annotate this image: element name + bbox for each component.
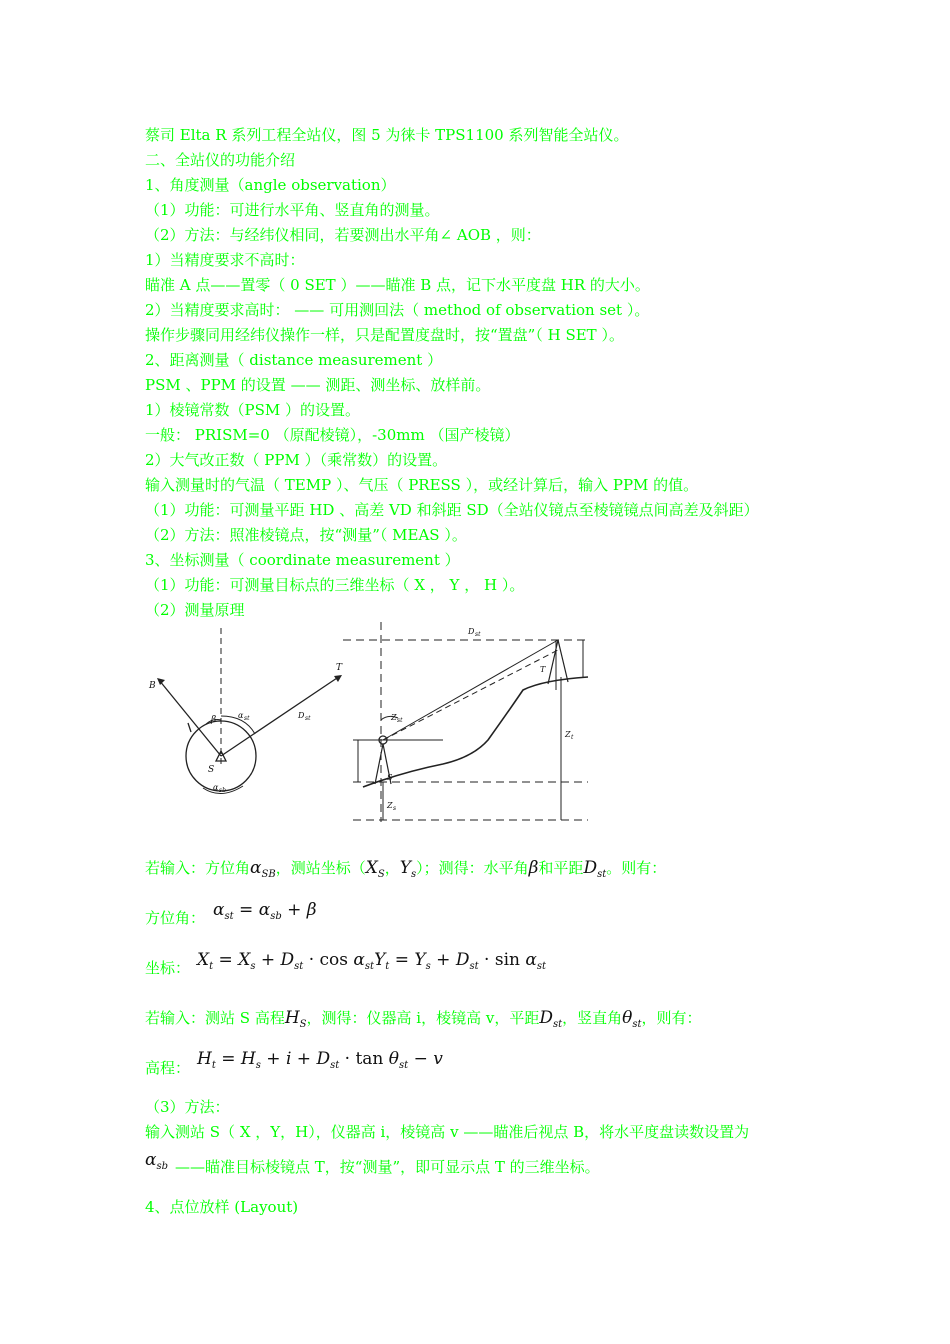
elev-text-4: ，则有： — [641, 1009, 702, 1027]
elevation-formula: $H_t = H_s + i + D_{st} \cdot \tan \theta_{st} - v$ — [197, 1049, 443, 1071]
text-line-20: （2）测量原理 — [145, 601, 245, 619]
svg-text:st: st — [397, 717, 403, 724]
section-heading-2: 二、全站仪的功能介绍 — [145, 151, 296, 169]
dst-symbol: $D_{st}$ — [583, 858, 607, 880]
elevation-diagram — [343, 622, 598, 827]
svg-text:st: st — [244, 715, 250, 722]
inputs-text-3: ， — [384, 859, 400, 877]
inputs-text-4: ）；测得：水平角 — [416, 859, 529, 877]
svg-text:S: S — [208, 765, 215, 775]
ys-symbol: $Y_s$ — [399, 858, 417, 880]
svg-text:α: α — [238, 711, 244, 720]
xs-symbol: $X_S$ — [365, 858, 385, 880]
azimuth-label: 方位角： — [145, 909, 206, 927]
hs-symbol: $H_S$ — [284, 1008, 307, 1030]
text-line-14: 2）大气改正数（ PPM ）（乘常数）的设置。 — [145, 451, 448, 469]
svg-text:T: T — [540, 665, 546, 674]
inputs-line — [145, 858, 666, 885]
azimuth-formula: $\alpha_{st} = \alpha_{sb} + \beta$ — [213, 900, 317, 922]
elev-text-3: ，竖直角 — [562, 1009, 623, 1027]
text-line-13: 一般： PRISM=0 （原配棱镜），-30mm （国产棱镜） — [145, 426, 520, 444]
subsection-coordinate: 3、坐标测量（ coordinate measurement ） — [145, 551, 460, 569]
elev-text-1: 若输入：测站 S 高程 — [145, 1009, 285, 1027]
svg-text:s: s — [393, 805, 397, 812]
svg-text:sb: sb — [219, 787, 226, 794]
svg-text:D: D — [298, 711, 305, 720]
text-line-9: 操作步骤同用经纬仪操作一样，只是配置度盘时，按“置盘”（ H SET ）。 — [145, 326, 624, 344]
coord-formula: $X_t = X_s + D_{st} \cdot \cos \alpha_{st}Y_t = Y_s + D_{st} \cdot \sin \alpha_{st}$ — [197, 950, 546, 972]
alpha-sb-symbol: $\alpha_{SB}$ — [250, 858, 276, 880]
azimuth-diagram — [143, 628, 348, 828]
dst-symbol-2: $D_{st}$ — [539, 1008, 563, 1030]
method-text-2: ——瞄准目标棱镜点 T，按“测量”，即可显示点 T 的三维坐标。 — [175, 1158, 600, 1176]
text-line-16: （1）功能：可测量平距 HD 、高差 VD 和斜距 SD（全站仪镜点至棱镜镜点间高差及斜距） — [145, 501, 759, 519]
text-line-4: （1）功能：可进行水平角、竖直角的测量。 — [145, 201, 440, 219]
text-line-12: 1）棱镜常数（PSM ）的设置。 — [145, 401, 361, 419]
svg-text:t: t — [571, 734, 574, 741]
inputs-text-1: 若输入：方位角 — [145, 859, 251, 877]
elev-text-2: ，测得：仪器高 i，棱镜高 v，平距 — [306, 1009, 540, 1027]
svg-text:B: B — [149, 681, 156, 691]
svg-text:D: D — [468, 627, 475, 636]
subsection-angle: 1、角度测量（angle observation） — [145, 176, 396, 194]
method-heading: （3）方法： — [145, 1098, 230, 1116]
elevation-label: 高程： — [145, 1059, 191, 1077]
text-line-17: （2）方法：照准棱镜点，按“测量”（ MEAS ）。 — [145, 526, 467, 544]
svg-text:T: T — [336, 663, 343, 673]
subsection-layout: 4、点位放样 (Layout) — [145, 1198, 299, 1216]
svg-text:Z: Z — [391, 713, 397, 722]
text-line-7: 瞄准 A 点——置零（ 0 SET ）——瞄准 B 点，记下水平度盘 HR 的大小。 — [145, 276, 650, 294]
elevation-inputs-line — [145, 1008, 702, 1035]
text-line-5: （2）方法：与经纬仪相同，若要测出水平角∠ AOB ，则： — [145, 226, 541, 244]
inputs-text-2: ，测站坐标（ — [275, 859, 366, 877]
theta-st-symbol: $\theta_{st}$ — [622, 1008, 642, 1030]
subsection-distance: 2、距离测量（ distance measurement ） — [145, 351, 443, 369]
svg-text:st: st — [305, 715, 311, 722]
svg-text:Z: Z — [565, 730, 571, 739]
method-text-1: 输入测站 S（ X ，Y，H），仪器高 i，棱镜高 v ——瞄准后视点 B，将水平度盘读数设置为 — [145, 1123, 750, 1141]
alpha-sb-symbol-2: $\alpha_{sb}$ — [145, 1150, 169, 1172]
svg-text:Z: Z — [387, 801, 393, 810]
inputs-text-6: 。则有： — [606, 859, 667, 877]
text-line-1: 蔡司 Elta R 系列工程全站仪，图 5 为徕卡 TPS1100 系列智能全站仪。 — [145, 126, 629, 144]
svg-text:α: α — [213, 783, 219, 792]
text-line-8: 2）当精度要求高时： —— 可用测回法（ method of observation set ）。 — [145, 301, 650, 319]
text-line-6: 1）当精度要求不高时： — [145, 251, 305, 269]
text-line-15: 输入测量时的气温（ TEMP ）、气压（ PRESS ），或经计算后，输入 PPM 的值。 — [145, 476, 699, 494]
svg-text:β: β — [211, 715, 217, 725]
beta-symbol: β — [528, 858, 539, 878]
coord-label: 坐标： — [145, 959, 191, 977]
inputs-text-5: 和平距 — [538, 859, 584, 877]
text-line-19: （1）功能：可测量目标点的三维坐标（ X ， Y ， H ）。 — [145, 576, 525, 594]
svg-text:st: st — [475, 631, 481, 638]
text-line-11: PSM 、PPM 的设置 —— 测距、测坐标、放样前。 — [145, 376, 491, 394]
svg-text:S: S — [387, 773, 393, 782]
